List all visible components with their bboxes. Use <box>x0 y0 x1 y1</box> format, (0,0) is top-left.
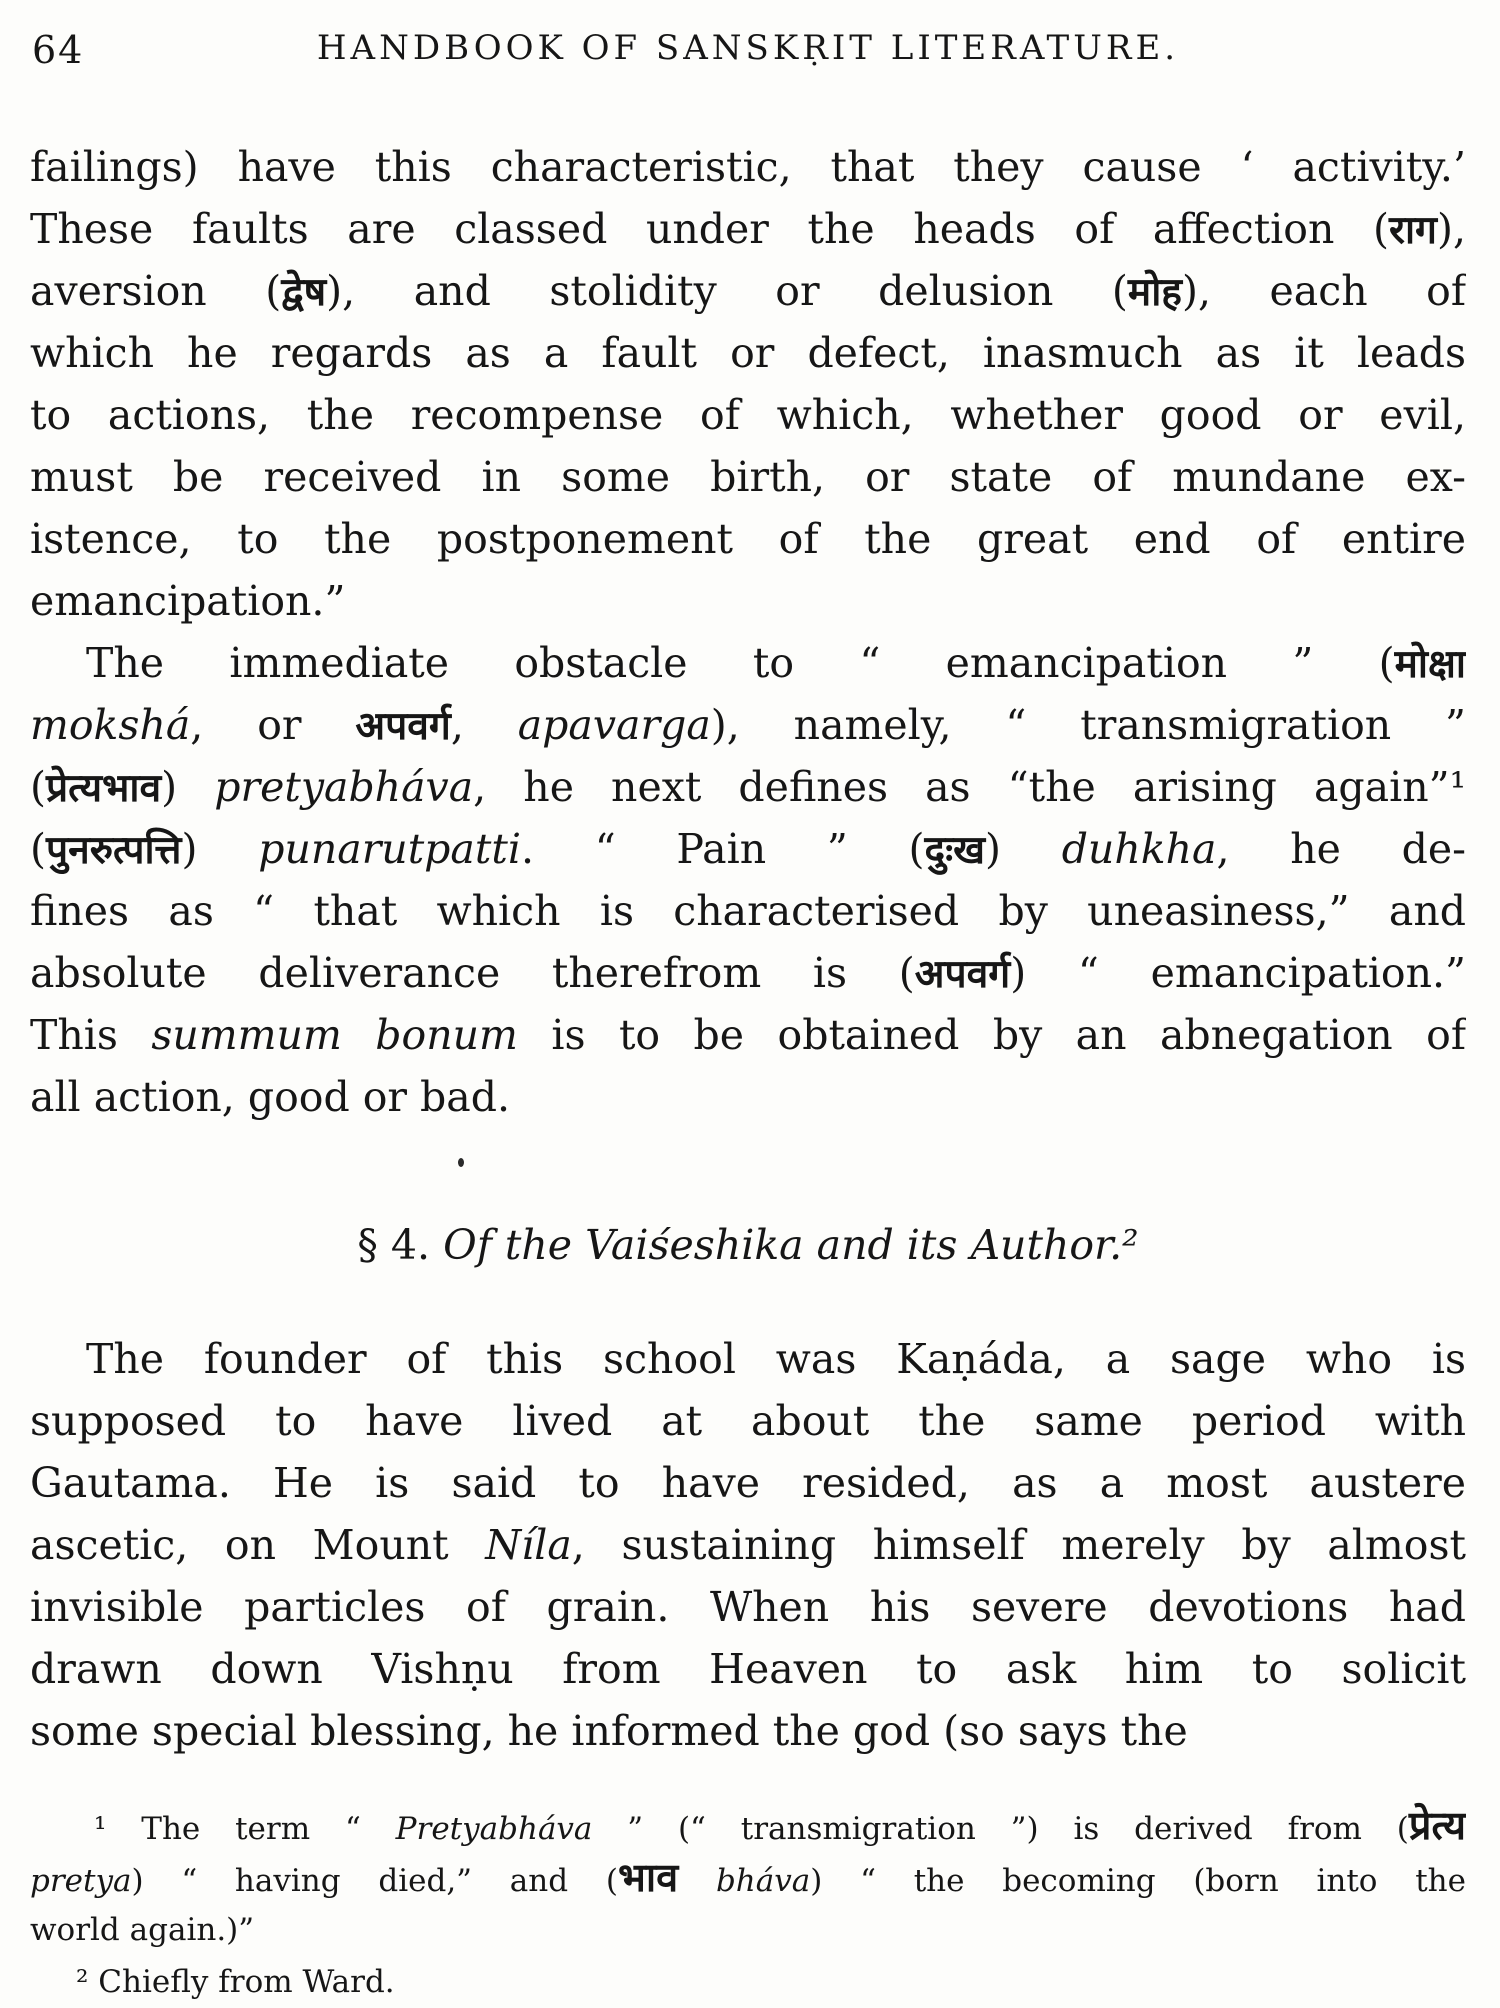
text-segment <box>678 1863 716 1899</box>
text-segment: must be received in some birth, or state of mundane ex- <box>30 453 1466 501</box>
text-segment: , sustaining himself merely by almost <box>571 1521 1466 1569</box>
text-segment: to actions, the recompense of which, whether good or evil, <box>30 391 1466 439</box>
devanagari-term: प्रेत्य <box>1408 1803 1466 1849</box>
text-segment: ( <box>30 763 46 811</box>
footnotes <box>30 1800 1466 2008</box>
text-segment: These faults are classed under the heads of affection ( <box>30 205 1390 253</box>
text-line <box>30 1852 1466 1904</box>
paragraph-3 <box>30 1328 1466 1762</box>
text-line <box>30 322 1466 384</box>
text-segment: The immediate obstacle to “ emancipation ” ( <box>86 639 1395 687</box>
text-segment: , he de- <box>1216 825 1466 873</box>
text-segment: is to be obtained by an abnegation of <box>517 1011 1466 1059</box>
devanagari-term: प्रेत्यभाव <box>46 766 162 811</box>
text-segment: ) <box>984 825 1062 873</box>
text-segment: emancipation.” <box>30 577 346 625</box>
italic-text: mokshá <box>30 701 191 749</box>
devanagari-term: भाव <box>617 1855 679 1901</box>
italic-text: pretya <box>30 1863 132 1899</box>
text-segment: which he regards as a fault or defect, inasmuch as it leads <box>30 329 1466 377</box>
text-segment: ) “ the becoming (born into the <box>810 1863 1466 1899</box>
text-segment: . “ Pain ” ( <box>520 825 925 873</box>
text-line <box>30 508 1466 570</box>
text-line <box>30 694 1466 756</box>
italic-text: Of the Vaiśeshika and its Author.² <box>443 1221 1139 1269</box>
devanagari-term: मोक्षा <box>1394 642 1466 687</box>
text-segment: The founder of this school was Kaṇáda, a sage who is <box>86 1335 1466 1383</box>
text-segment: ) <box>181 825 259 873</box>
text-segment: ” (“ transmigration ”) is derived from ( <box>592 1811 1409 1847</box>
text-segment: drawn down Vishṇu from Heaven to ask him to solicit <box>30 1645 1466 1693</box>
text-segment: ), each of <box>1181 267 1466 315</box>
text-line <box>30 880 1466 942</box>
text-segment: istence, to the postponement of the great end of entire <box>30 515 1466 563</box>
text-line <box>30 1328 1466 1390</box>
text-segment: absolute deliverance therefrom is ( <box>30 949 915 997</box>
page-number: 64 <box>32 28 85 72</box>
text-segment: ), and stolidity or delusion ( <box>326 267 1128 315</box>
text-segment: ), <box>1436 205 1466 253</box>
paragraph-2 <box>30 632 1466 1128</box>
text-line <box>30 1638 1466 1700</box>
text-segment: supposed to have lived at about the same period with <box>30 1397 1466 1445</box>
text-line <box>30 1800 1466 1852</box>
italic-text: pretyabháva <box>214 763 474 811</box>
text-segment: invisible particles of grain. When his severe devotions had <box>30 1583 1466 1631</box>
text-line <box>30 1390 1466 1452</box>
text-segment: ¹ The term “ <box>94 1811 396 1847</box>
text-line <box>30 1904 1466 1956</box>
footnote-2 <box>30 1956 1466 2008</box>
text-segment: ) “ having died,” and ( <box>131 1863 618 1899</box>
body-text <box>30 136 1466 1762</box>
text-line <box>30 756 1466 818</box>
text-segment: failings) have this characteristic, that they cause ‘ activity.’ <box>30 143 1466 191</box>
text-segment: some special blessing, he informed the god (so says the <box>30 1707 1188 1755</box>
text-line <box>30 1514 1466 1576</box>
text-segment: ascetic, on Mount <box>30 1521 486 1569</box>
text-segment: fines as “ that which is characterised by uneasiness,” and <box>30 887 1466 935</box>
text-segment: , <box>450 701 518 749</box>
text-segment: ) “ emancipation.” <box>1010 949 1466 997</box>
italic-text: apavarga <box>517 701 711 749</box>
text-line <box>30 1700 1466 1762</box>
italic-text: Pretyabháva <box>395 1811 593 1847</box>
running-title: HANDBOOK OF SANSKṚIT LITERATURE. <box>316 28 1180 68</box>
italic-text: summum bonum <box>151 1011 518 1059</box>
text-line <box>30 1066 1466 1128</box>
italic-text: punarutpatti <box>258 825 521 873</box>
ink-dot-artifact <box>458 1158 464 1167</box>
devanagari-term: पुनरुत्पत्ति <box>46 828 182 873</box>
text-segment: ) <box>161 763 215 811</box>
paragraph-1 <box>30 136 1466 632</box>
devanagari-term: द्वेष <box>281 270 327 315</box>
italic-text: duhkha <box>1061 825 1217 873</box>
text-segment: , or <box>190 701 356 749</box>
text-line <box>30 632 1466 694</box>
text-segment: all action, good or bad. <box>30 1073 511 1121</box>
text-line <box>30 446 1466 508</box>
text-segment: ( <box>30 825 46 873</box>
italic-text: Níla <box>485 1521 572 1569</box>
devanagari-term: राग <box>1389 208 1437 253</box>
text-segment: Gautama. He is said to have resided, as a most austere <box>30 1459 1466 1507</box>
text-line <box>30 818 1466 880</box>
text-line <box>30 198 1466 260</box>
page-header <box>30 24 1466 74</box>
text-line <box>30 384 1466 446</box>
devanagari-term: अपवर्ग <box>355 704 451 749</box>
text-line <box>30 1956 1466 2008</box>
text-segment: ), namely, “ transmigration ” <box>710 701 1466 749</box>
footnote-1 <box>30 1800 1466 1956</box>
text-line <box>30 260 1466 322</box>
devanagari-term: अपवर्ग <box>914 952 1011 997</box>
text-segment: , he next defines as “the arising again”¹ <box>473 763 1466 811</box>
text-segment: § 4. <box>357 1221 444 1269</box>
section-heading <box>30 1214 1466 1276</box>
text-line <box>30 1004 1466 1066</box>
devanagari-term: दुःख <box>924 828 985 873</box>
text-segment: This <box>30 1011 152 1059</box>
italic-text: bháva <box>715 1863 811 1899</box>
text-line <box>30 136 1466 198</box>
devanagari-term: मोह <box>1127 270 1182 315</box>
text-segment: world again.)” <box>30 1912 255 1948</box>
text-line <box>30 570 1466 632</box>
text-segment: aversion ( <box>30 267 282 315</box>
text-line <box>30 1576 1466 1638</box>
text-line <box>30 942 1466 1004</box>
text-line <box>30 1452 1466 1514</box>
text-segment: ² Chiefly from Ward. <box>76 1964 395 2000</box>
